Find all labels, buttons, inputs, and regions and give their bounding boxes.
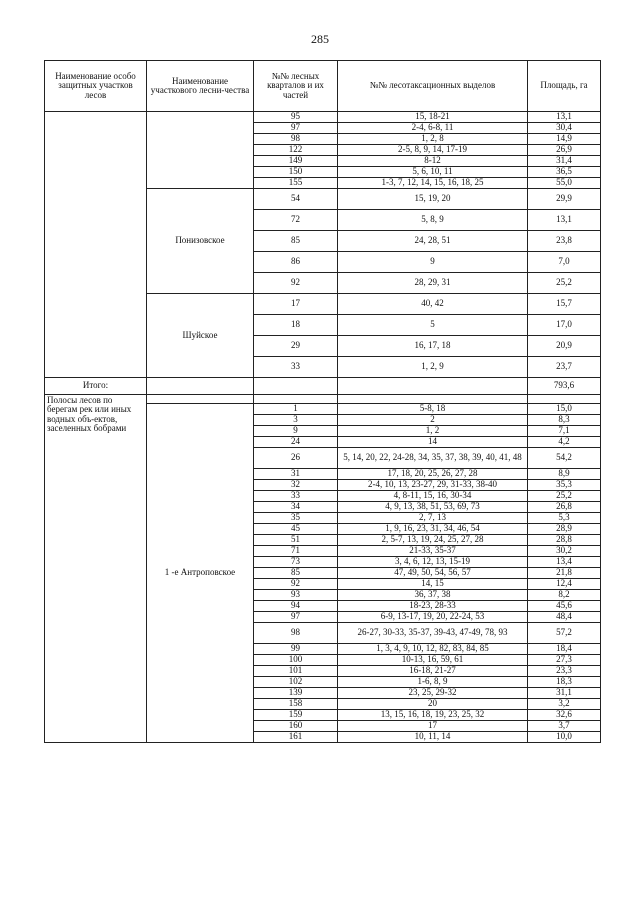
area-cell: 13,1 (528, 210, 601, 231)
total-empty (147, 378, 254, 395)
area-cell: 3,7 (528, 721, 601, 732)
quarter-cell: 92 (254, 273, 338, 294)
table-header-row (45, 61, 601, 112)
allotments-cell: 5, 8, 9 (338, 210, 528, 231)
allotments-cell: 15, 18-21 (338, 112, 528, 123)
quarter-cell: 26 (254, 448, 338, 469)
area-cell: 26,8 (528, 502, 601, 513)
quarter-cell: 18 (254, 315, 338, 336)
quarter-cell: 45 (254, 524, 338, 535)
header-quarters: №№ лесных кварталов и их частей (254, 61, 338, 112)
total-empty (254, 378, 338, 395)
allotments-cell: 21-33, 35-37 (338, 546, 528, 557)
area-cell: 54,2 (528, 448, 601, 469)
area-cell: 23,3 (528, 666, 601, 677)
area-cell: 7,1 (528, 426, 601, 437)
area-cell: 8,3 (528, 415, 601, 426)
protected-area-cell: Полосы лесов по берегам рек или иных водных объ-ектов, заселенных бобрами (45, 395, 147, 743)
area-cell: 21,8 (528, 568, 601, 579)
allotments-cell: 13, 15, 16, 18, 19, 23, 25, 32 (338, 710, 528, 721)
protected-area-cell (45, 112, 147, 378)
allotments-cell: 14, 15 (338, 579, 528, 590)
area-cell: 29,9 (528, 189, 601, 210)
area-cell: 28,9 (528, 524, 601, 535)
allotments-cell: 14 (338, 437, 528, 448)
blank-cell (528, 395, 601, 404)
allotments-cell: 10, 11, 14 (338, 732, 528, 743)
quarter-cell: 51 (254, 535, 338, 546)
allotments-cell: 1-3, 7, 12, 14, 15, 16, 18, 25 (338, 178, 528, 189)
header-allotments: №№ лесотаксационных выделов (338, 61, 528, 112)
quarter-cell: 94 (254, 601, 338, 612)
quarter-cell: 33 (254, 357, 338, 378)
quarter-cell: 86 (254, 252, 338, 273)
area-cell: 35,3 (528, 480, 601, 491)
allotments-cell: 15, 19, 20 (338, 189, 528, 210)
quarter-cell: 100 (254, 655, 338, 666)
allotments-cell: 5-8, 18 (338, 404, 528, 415)
area-cell: 17,0 (528, 315, 601, 336)
area-cell: 36,5 (528, 167, 601, 178)
allotments-cell: 36, 37, 38 (338, 590, 528, 601)
quarter-cell: 1 (254, 404, 338, 415)
allotments-cell: 24, 28, 51 (338, 231, 528, 252)
blank-cell (338, 395, 528, 404)
allotments-cell: 17, 18, 20, 25, 26, 27, 28 (338, 469, 528, 480)
quarter-cell: 149 (254, 156, 338, 167)
quarter-cell: 101 (254, 666, 338, 677)
area-cell: 3,2 (528, 699, 601, 710)
area-cell: 32,6 (528, 710, 601, 721)
total-value: 793,6 (528, 378, 601, 395)
allotments-cell: 2-4, 6-8, 11 (338, 123, 528, 134)
quarter-cell: 93 (254, 590, 338, 601)
forest-plots-table (44, 60, 601, 743)
quarter-cell: 99 (254, 644, 338, 655)
allotments-cell: 4, 9, 13, 38, 51, 53, 69, 73 (338, 502, 528, 513)
allotments-cell: 1, 9, 16, 23, 31, 34, 46, 54 (338, 524, 528, 535)
area-cell: 10,0 (528, 732, 601, 743)
allotments-cell: 8-12 (338, 156, 528, 167)
allotments-cell: 20 (338, 699, 528, 710)
area-cell: 7,0 (528, 252, 601, 273)
area-cell: 8,2 (528, 590, 601, 601)
area-cell: 55,0 (528, 178, 601, 189)
area-cell: 57,2 (528, 623, 601, 644)
quarter-cell: 35 (254, 513, 338, 524)
area-cell: 28,8 (528, 535, 601, 546)
allotments-cell: 2, 7, 13 (338, 513, 528, 524)
allotments-cell: 17 (338, 721, 528, 732)
forestry-cell: Понизовское (147, 189, 254, 294)
allotments-cell: 16-18, 21-27 (338, 666, 528, 677)
area-cell: 4,2 (528, 437, 601, 448)
quarter-cell: 3 (254, 415, 338, 426)
area-cell: 26,9 (528, 145, 601, 156)
header-protected-area: Наименование особо защитных участков лесов (45, 61, 147, 112)
allotments-cell: 9 (338, 252, 528, 273)
allotments-cell: 4, 8-11, 15, 16, 30-34 (338, 491, 528, 502)
area-cell: 23,8 (528, 231, 601, 252)
area-cell: 31,4 (528, 156, 601, 167)
quarter-cell: 97 (254, 123, 338, 134)
allotments-cell: 23, 25, 29-32 (338, 688, 528, 699)
blank-cell (147, 395, 254, 404)
quarter-cell: 34 (254, 502, 338, 513)
quarter-cell: 102 (254, 677, 338, 688)
quarter-cell: 71 (254, 546, 338, 557)
total-empty (338, 378, 528, 395)
quarter-cell: 139 (254, 688, 338, 699)
area-cell: 27,3 (528, 655, 601, 666)
quarter-cell: 122 (254, 145, 338, 156)
allotments-cell: 18-23, 28-33 (338, 601, 528, 612)
allotments-cell: 1, 2, 9 (338, 357, 528, 378)
forestry-cell: 1 -е Антроповское (147, 404, 254, 743)
area-cell: 30,4 (528, 123, 601, 134)
allotments-cell: 26-27, 30-33, 35-37, 39-43, 47-49, 78, 93 (338, 623, 528, 644)
allotments-cell: 1, 2, 8 (338, 134, 528, 145)
quarter-cell: 92 (254, 579, 338, 590)
area-cell: 18,3 (528, 677, 601, 688)
quarter-cell: 73 (254, 557, 338, 568)
area-cell: 15,0 (528, 404, 601, 415)
area-cell: 20,9 (528, 336, 601, 357)
quarter-cell: 160 (254, 721, 338, 732)
area-cell: 45,6 (528, 601, 601, 612)
quarter-cell: 85 (254, 231, 338, 252)
forestry-cell: Шуйское (147, 294, 254, 378)
area-cell: 23,7 (528, 357, 601, 378)
table-row (45, 395, 601, 404)
area-cell: 15,7 (528, 294, 601, 315)
allotments-cell: 47, 49, 50, 54, 56, 57 (338, 568, 528, 579)
quarter-cell: 97 (254, 612, 338, 623)
quarter-cell: 24 (254, 437, 338, 448)
quarter-cell: 72 (254, 210, 338, 231)
area-cell: 13,1 (528, 112, 601, 123)
allotments-cell: 1, 2 (338, 426, 528, 437)
header-area: Площадь, га (528, 61, 601, 112)
allotments-cell: 2, 5-7, 13, 19, 24, 25, 27, 28 (338, 535, 528, 546)
quarter-cell: 33 (254, 491, 338, 502)
area-cell: 8,9 (528, 469, 601, 480)
area-cell: 31,1 (528, 688, 601, 699)
header-forestry: Наименование участкового лесни-чества (147, 61, 254, 112)
area-cell: 12,4 (528, 579, 601, 590)
area-cell: 14,9 (528, 134, 601, 145)
quarter-cell: 159 (254, 710, 338, 721)
allotments-cell: 40, 42 (338, 294, 528, 315)
quarter-cell: 158 (254, 699, 338, 710)
allotments-cell: 5, 6, 10, 11 (338, 167, 528, 178)
blank-cell (254, 395, 338, 404)
allotments-cell: 1-6, 8, 9 (338, 677, 528, 688)
quarter-cell: 98 (254, 623, 338, 644)
area-cell: 18,4 (528, 644, 601, 655)
forestry-cell (147, 112, 254, 189)
allotments-cell: 1, 3, 4, 9, 10, 12, 82, 83, 84, 85 (338, 644, 528, 655)
quarter-cell: 150 (254, 167, 338, 178)
allotments-cell: 3, 4, 6, 12, 13, 15-19 (338, 557, 528, 568)
allotments-cell: 16, 17, 18 (338, 336, 528, 357)
allotments-cell: 5 (338, 315, 528, 336)
area-cell: 25,2 (528, 273, 601, 294)
quarter-cell: 17 (254, 294, 338, 315)
allotments-cell: 2 (338, 415, 528, 426)
allotments-cell: 2-5, 8, 9, 14, 17-19 (338, 145, 528, 156)
total-row (45, 378, 601, 395)
allotments-cell: 10-13, 16, 59, 61 (338, 655, 528, 666)
area-cell: 48,4 (528, 612, 601, 623)
area-cell: 13,4 (528, 557, 601, 568)
page-number: 285 (311, 32, 329, 46)
quarter-cell: 54 (254, 189, 338, 210)
allotments-cell: 5, 14, 20, 22, 24-28, 34, 35, 37, 38, 39, 40, 41, 48 (338, 448, 528, 469)
quarter-cell: 29 (254, 336, 338, 357)
allotments-cell: 6-9, 13-17, 19, 20, 22-24, 53 (338, 612, 528, 623)
table-body (45, 112, 601, 743)
allotments-cell: 2-4, 10, 13, 23-27, 29, 31-33, 38-40 (338, 480, 528, 491)
quarter-cell: 32 (254, 480, 338, 491)
total-label: Итого: (45, 378, 147, 395)
area-cell: 30,2 (528, 546, 601, 557)
area-cell: 5,3 (528, 513, 601, 524)
allotments-cell: 28, 29, 31 (338, 273, 528, 294)
area-cell: 25,2 (528, 491, 601, 502)
quarter-cell: 155 (254, 178, 338, 189)
quarter-cell: 31 (254, 469, 338, 480)
quarter-cell: 9 (254, 426, 338, 437)
quarter-cell: 98 (254, 134, 338, 145)
quarter-cell: 85 (254, 568, 338, 579)
quarter-cell: 161 (254, 732, 338, 743)
table-row (45, 112, 601, 123)
quarter-cell: 95 (254, 112, 338, 123)
